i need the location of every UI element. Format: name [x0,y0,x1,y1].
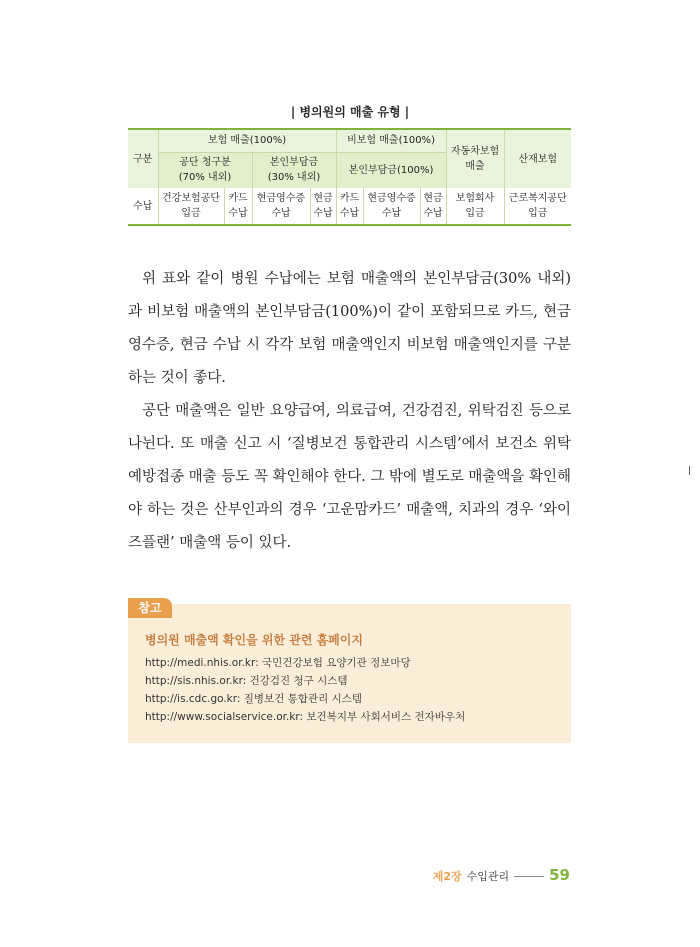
revenue-type-table [128,128,571,226]
reference-link[interactable]: http://is.cdc.go.kr: 질병보건 통합관리 시스템 [145,693,363,705]
reference-tag: 참고 [128,598,172,618]
table-cell: 보험회사 입금 [446,188,504,225]
corp-claim-header: 공단 청구분 (70% 내외) [158,152,252,188]
table-cell: 카드 수납 [224,188,252,225]
table-cell: 현금영수증 수납 [363,188,420,225]
auto-insurance-header: 자동차보험 매출 [446,129,504,188]
table-cell: 현금영수증 수납 [252,188,310,225]
self-pay-header: 본인부담금 (30% 내외) [252,152,336,188]
table-cell: 건강보험공단 입금 [158,188,224,225]
body-text [128,263,571,560]
reference-links [145,654,465,726]
insurance-sales-header: 보험 매출(100%) [158,129,336,152]
chapter-label: 제2장 [432,870,462,883]
header-group-cell: 구분 [128,129,158,188]
row-label: 수납 [128,188,158,225]
industrial-insurance-header: 산재보험 [504,129,571,188]
table-caption: | 병의원의 매출 유형 | [290,105,410,119]
reference-title: 병의원 매출액 확인을 위한 관련 홈페이지 [145,633,363,647]
crop-mark: | [688,466,692,476]
reference-link[interactable]: http://www.socialservice.or.kr: 보건복지부 사회서비스 전자바우처 [145,711,466,723]
non-insurance-self-pay-header: 본인부담금(100%) [336,152,446,188]
page-footer [433,866,570,884]
table-cell: 카드 수납 [336,188,363,225]
table-cell: 근로복지공단 입금 [504,188,571,225]
reference-link[interactable]: http://medi.nhis.or.kr: 국민건강보험 요양기관 정보마당 [145,657,411,669]
table-cell: 현금 수납 [310,188,336,225]
reference-link[interactable]: http://sis.nhis.or.kr: 건강검진 청구 시스템 [145,675,348,687]
section-label: 수입관리 [466,870,510,883]
non-insurance-sales-header: 비보험 매출(100%) [336,129,446,152]
page-number: 59 [549,866,570,884]
table-cell: 현금 수납 [420,188,446,225]
footer-rule [514,876,544,877]
paragraph: 위 표와 같이 병원 수납에는 보험 매출액의 본인부담금(30% 내외)과 비보험 매출액의 본인부담금(100%)이 같이 포함되므로 카드, 현금영수증, 현금 수납 시 각각 보험 매출액인지 비보험 매출액인지를 구분하는 것이 좋다. [128,271,571,386]
paragraph: 공단 매출액은 일반 요양급여, 의료급여, 건강검진, 위탁검진 등으로 나뉜다. 또 매출 신고 시 ‘질병보건 통합관리 시스템’에서 보건소 위탁 예방접종 매출 등도 꼭 확인해야 한다. 그 밖에 별도로 매출액을 확인해야 하는 것은 산부인과의 경우 ‘고운맘카드’ 매출액, 치과의 경우 ‘와이즈플랜’ 매출액 등이 있다. [128,403,571,551]
